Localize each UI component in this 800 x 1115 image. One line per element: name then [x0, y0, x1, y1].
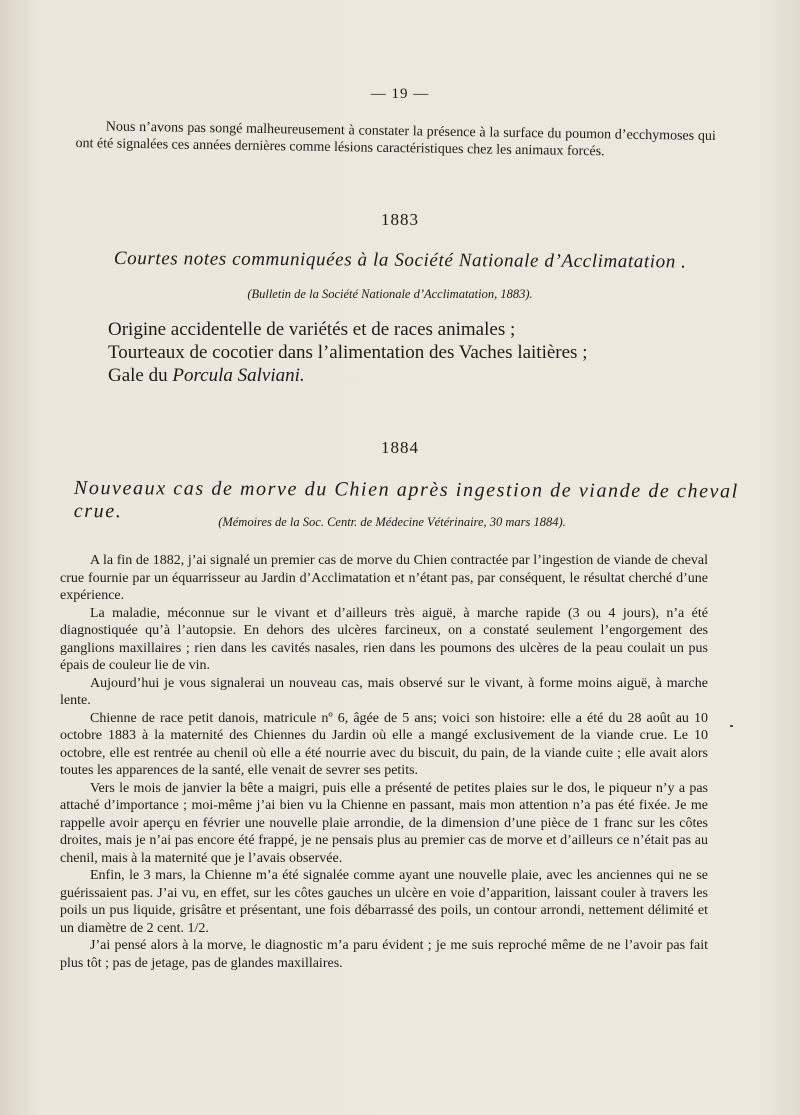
topic-item: Origine accidentelle de variétés et de races animales ;: [108, 319, 516, 340]
section-title-1884: Nouveaux cas de morve du Chien après ingestion de viande de cheval crue.: [73, 477, 739, 523]
scan-speck: [730, 725, 733, 727]
topic-item-prefix: Gale du: [108, 365, 173, 386]
topic-item: Tourteaux de cocotier dans l’alimentation des Vaches laitières ;: [108, 342, 588, 363]
body-paragraph: Enfin, le 3 mars, la Chienne m’a été signalée comme ayant une nouvelle plaie, avec les anciennes qui ne se guérissaient pas. J’ai vu, en effet, sur les côtes gauches un ulcère en voie d’apparition, laissant couler à travers les poils un pus liquide, grisâtre et présentant, une fois débarrassé des poils, un contour arrondi, nettement délimité et un diamètre de 2 cent. 1/2.: [60, 868, 708, 936]
body-paragraph: Vers le mois de janvier la bête a maigri, puis elle a présenté de petites plaies sur le dos, le piqueur n’y a pas attaché d’importance ; moi-même j’ai bien vu la Chienne en passant, mais mon attention n’a pas été fixée. Je me rappelle avoir aperçu en février une nouvelle plaie arrondie, de la dimension d’une pièce de 1 franc sur les côtes droites, mais je n’ai pas encore été frappé, je ne pensais plus au premier cas de morve et d’ailleurs ce n’était pas au chenil, mais à la maternité que je l’avais observée.: [60, 780, 708, 866]
body-paragraph: A la fin de 1882, j’ai signalé un premier cas de morve du Chien contractée par l’ingestion de viande de cheval crue fournie par un équarrisseur au Jardin d’Acclimatation et n’étant pas, par conséquent, le résultat cherché d’une expérience.: [60, 553, 708, 603]
year-heading-1884: 1884: [381, 438, 419, 457]
body-paragraph: J’ai pensé alors à la morve, le diagnostic m’a paru évident ; je me suis reproché même de ne l’avoir pas fait plus tôt ; pas de jetage, pas de glandes maxillaires.: [60, 938, 708, 971]
body-paragraph: Aujourd’hui je vous signalerai un nouveau cas, mais observé sur le vivant, à forme moins aiguë, à marche lente.: [60, 675, 708, 708]
topic-item: [108, 364, 708, 387]
intro-paragraph: Nous n’avons pas songé malheureusement à constater la présence à la surface du poumon d’ecchymoses qui ont été signalées ces années dernières comme lésions caractéristiques chez les animaux forcés.: [75, 119, 716, 160]
year-heading-1883: 1883: [381, 210, 419, 229]
source-citation-1883: (Bulletin de la Société Nationale d’Acclimatation, 1883).: [247, 287, 533, 301]
source-citation-1884: (Mémoires de la Soc. Centr. de Médecine Vétérinaire, 30 mars 1884).: [218, 515, 566, 529]
topic-item-italic: Porcula Salviani.: [172, 365, 305, 386]
page-number: — 19 —: [370, 86, 430, 102]
body-paragraph: Chienne de race petit danois, matricule nº 6, âgée de 5 ans; voici son histoire: elle a été du 28 août au 10 octobre 1883 à la maternité des Chiennes du Jardin où elle a mangé exclusivement de la viande crue. Le 10 octobre, elle est rentrée au chenil où elle a été nourrie avec du biscuit, du pain, de la viande cuite ; elle avait alors toutes les apparences de la santé, elle venait de sevrer ses petits.: [60, 710, 708, 778]
section-title-1883: Courtes notes communiquées à la Société Nationale d’Acclimatation .: [113, 248, 687, 273]
body-paragraph: La maladie, méconnue sur le vivant et d’ailleurs très aiguë, à marche rapide (3 ou 4 jours), n’a été diagnostiquée qu’à l’autopsie. En dehors des ulcères farcineux, on a constaté seulement l’engorgement des ganglions maxillaires ; rien dans les cavités nasales, rien dans les poumons des ulcères de la peau coulait un pus épais de couleur lie de vin.: [60, 605, 708, 673]
body-text-1884: [60, 552, 708, 972]
topic-list-1883: [108, 318, 708, 387]
